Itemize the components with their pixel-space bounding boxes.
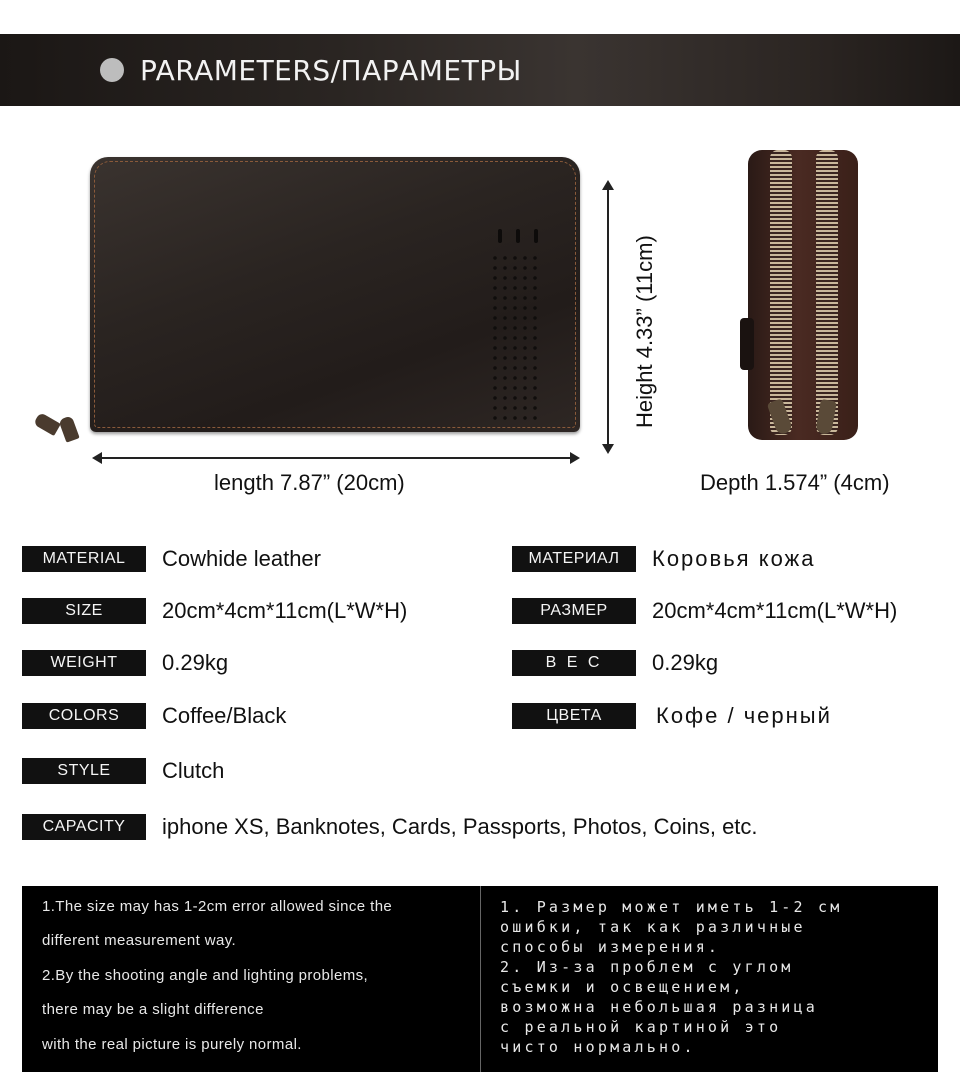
- material-ru-value: Коровья кожа: [652, 546, 816, 571]
- length-label: length 7.87” (20cm): [214, 470, 405, 495]
- page-title: PARAMETERS/ПАРАМЕТРЫ: [140, 54, 522, 87]
- note-en-line: different measurement way.: [42, 932, 237, 949]
- weight-tag: WEIGHT: [22, 650, 146, 676]
- weight-ru-value: 0.29kg: [652, 650, 719, 675]
- height-arrow: [607, 182, 609, 452]
- depth-label: Depth 1.574” (4cm): [700, 470, 890, 495]
- style-value: Clutch: [162, 758, 225, 783]
- capacity-value: iphone XS, Banknotes, Cards, Passports, Photos, Coins, etc.: [162, 814, 758, 839]
- weight-value: 0.29kg: [162, 650, 229, 675]
- note-ru-line: чисто нормально.: [500, 1038, 696, 1056]
- note-ru-line: возможна небольшая разница: [500, 998, 818, 1016]
- notes-divider: [480, 886, 481, 1072]
- material-tag: MATERIAL: [22, 546, 146, 572]
- notes-panel: [22, 886, 938, 1072]
- length-arrow: [94, 457, 578, 459]
- size-ru-value: 20cm*4cm*11cm(L*W*H): [652, 598, 898, 623]
- note-ru-line: способы измерения.: [500, 938, 721, 956]
- capacity-tag: CAPACITY: [22, 814, 146, 840]
- note-ru-line: съемки и освещением,: [500, 978, 745, 996]
- note-en-line: 2.By the shooting angle and lighting problems,: [42, 967, 369, 984]
- size-value: 20cm*4cm*11cm(L*W*H): [162, 598, 408, 623]
- colors-value: Coffee/Black: [162, 703, 287, 728]
- colors-tag: COLORS: [22, 703, 146, 729]
- wallet-side-image: [748, 150, 858, 440]
- weight-ru-tag: В Е С: [512, 650, 636, 676]
- height-label: Height 4.33” (11cm): [632, 235, 657, 428]
- header-banner: [0, 34, 960, 106]
- colors-ru-value: Кофе / черный: [656, 703, 832, 728]
- size-ru-tag: РАЗМЕР: [512, 598, 636, 624]
- size-tag: SIZE: [22, 598, 146, 624]
- note-en-line: with the real picture is purely normal.: [42, 1036, 302, 1053]
- colors-ru-tag: ЦВЕТА: [512, 703, 636, 729]
- note-ru-line: ошибки, так как различные: [500, 918, 806, 936]
- note-ru-line: с реальной картиной это: [500, 1018, 782, 1036]
- note-ru-line: 1. Размер может иметь 1-2 см: [500, 898, 843, 916]
- note-ru-line: 2. Из-за проблем с углом: [500, 958, 794, 976]
- note-en-line: there may be a slight difference: [42, 1001, 264, 1018]
- bullet-dot-icon: [100, 58, 124, 82]
- material-value: Cowhide leather: [162, 546, 321, 571]
- material-ru-tag: МАТЕРИАЛ: [512, 546, 636, 572]
- style-tag: STYLE: [22, 758, 146, 784]
- wallet-front-image: [90, 157, 580, 432]
- note-en-line: 1.The size may has 1-2cm error allowed since the: [42, 898, 393, 915]
